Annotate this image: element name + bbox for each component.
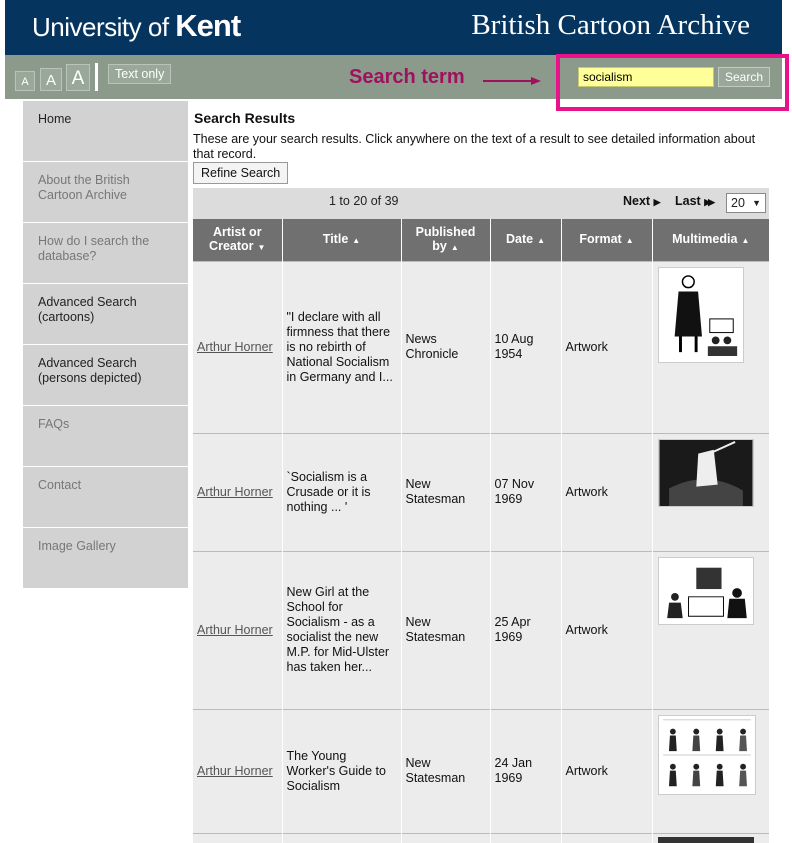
published-cell[interactable]: New Statesman [401, 709, 490, 833]
date-cell[interactable]: 07 Nov 1969 [490, 433, 561, 551]
column-header-date[interactable]: Date ▲ [490, 219, 561, 261]
title-cell[interactable]: The Young Worker's Guide to Socialism [282, 709, 401, 833]
format-cell[interactable]: Artwork [561, 433, 652, 551]
sort-asc-icon: ▲ [450, 242, 459, 252]
result-count: 1 to 20 of 39 [329, 194, 399, 208]
date-cell[interactable]: 25 Apr 1969 [490, 551, 561, 709]
results-description: These are your search results. Click anywhere on the text of a result to see detailed information about that record. [193, 132, 756, 161]
search-button[interactable]: Search [718, 67, 770, 87]
format-cell[interactable]: Artwork [561, 709, 652, 833]
table-row[interactable] [193, 433, 769, 551]
sort-asc-icon: ▲ [741, 235, 750, 245]
published-cell[interactable]: New Statesman [401, 433, 490, 551]
per-page-select[interactable]: 20 ▼ [726, 193, 766, 213]
table-row[interactable] [193, 551, 769, 709]
sidebar-item-how-to-search[interactable]: How do I search the database? [23, 223, 188, 284]
sidebar-nav [23, 101, 188, 589]
column-header-multimedia[interactable]: Multimedia ▲ [652, 219, 769, 261]
font-size-small-button[interactable]: A [15, 71, 35, 91]
refine-search-button[interactable]: Refine Search [193, 162, 288, 184]
sidebar-item-home[interactable]: Home [23, 101, 188, 162]
table-header-row [193, 219, 769, 261]
font-size-large-button[interactable]: A [66, 64, 90, 91]
cartoon-thumbnail[interactable] [658, 715, 756, 795]
last-page-link[interactable]: Last ▶▶ [675, 194, 713, 208]
cartoon-thumbnail[interactable] [658, 837, 754, 843]
format-cell[interactable]: Artwork [561, 261, 652, 433]
table-row[interactable] [193, 261, 769, 433]
artist-link[interactable]: Arthur Horner [197, 484, 273, 499]
title-cell[interactable]: `Socialism is a Crusade or it is nothing ... ' [282, 433, 401, 551]
site-title[interactable]: British Cartoon Archive [471, 9, 750, 41]
table-row[interactable] [193, 833, 769, 843]
date-cell[interactable]: 10 Aug 1954 [490, 261, 561, 433]
pagination-bar [193, 188, 769, 219]
published-cell[interactable]: New Statesman [401, 551, 490, 709]
column-header-title[interactable]: Title ▲ [282, 219, 401, 261]
sort-asc-icon: ▲ [537, 235, 545, 245]
cartoon-thumbnail[interactable] [658, 557, 754, 625]
page-title: Search Results [194, 110, 296, 126]
table-row[interactable] [193, 709, 769, 833]
sidebar-item-contact[interactable]: Contact [23, 467, 188, 528]
text-only-button[interactable]: Text only [108, 64, 171, 84]
column-header-artist[interactable]: Artist or Creator ▼ [193, 219, 282, 261]
site-header [5, 0, 782, 55]
sidebar-item-advanced-search-persons[interactable]: Advanced Search (persons depicted) [23, 345, 188, 406]
sidebar-item-about[interactable]: About the British Cartoon Archive [23, 162, 188, 223]
column-header-format[interactable]: Format ▲ [561, 219, 652, 261]
university-logo[interactable]: University of Kent [32, 8, 241, 43]
cartoon-thumbnail[interactable] [658, 267, 744, 363]
annotation-label: Search term [349, 66, 465, 88]
artist-link[interactable]: Arthur Horner [197, 763, 273, 778]
font-size-medium-button[interactable]: A [40, 68, 62, 91]
search-input[interactable] [578, 67, 714, 87]
cartoon-thumbnail[interactable] [658, 439, 754, 507]
sort-desc-icon: ▼ [257, 242, 266, 252]
annotation-arrow-icon [483, 76, 543, 86]
title-cell[interactable]: "I declare with all firmness that there is no rebirth of National Socialism in Germany and I... [282, 261, 401, 433]
sort-asc-icon: ▲ [625, 235, 634, 245]
triangle-right-icon: ▶ [653, 197, 661, 207]
title-cell[interactable]: New Girl at the School for Socialism - as a socialist the new M.P. for Mid-Ulster has taken her... [282, 551, 401, 709]
sort-asc-icon: ▲ [352, 235, 361, 245]
toolbar-divider [95, 63, 98, 91]
artist-link[interactable]: Arthur Horner [197, 339, 273, 354]
published-cell[interactable]: News Chronicle [401, 261, 490, 433]
double-triangle-right-icon: ▶▶ [704, 197, 713, 207]
artist-link[interactable]: Arthur Horner [197, 622, 273, 637]
column-header-published[interactable]: Published by ▲ [401, 219, 490, 261]
format-cell[interactable]: Artwork [561, 551, 652, 709]
results-table [193, 219, 769, 843]
sidebar-item-advanced-search-cartoons[interactable]: Advanced Search (cartoons) [23, 284, 188, 345]
sidebar-item-faqs[interactable]: FAQs [23, 406, 188, 467]
next-page-link[interactable]: Next ▶ [623, 194, 661, 208]
sidebar-item-image-gallery[interactable]: Image Gallery [23, 528, 188, 589]
chevron-down-icon: ▼ [752, 198, 761, 208]
date-cell[interactable]: 24 Jan 1969 [490, 709, 561, 833]
